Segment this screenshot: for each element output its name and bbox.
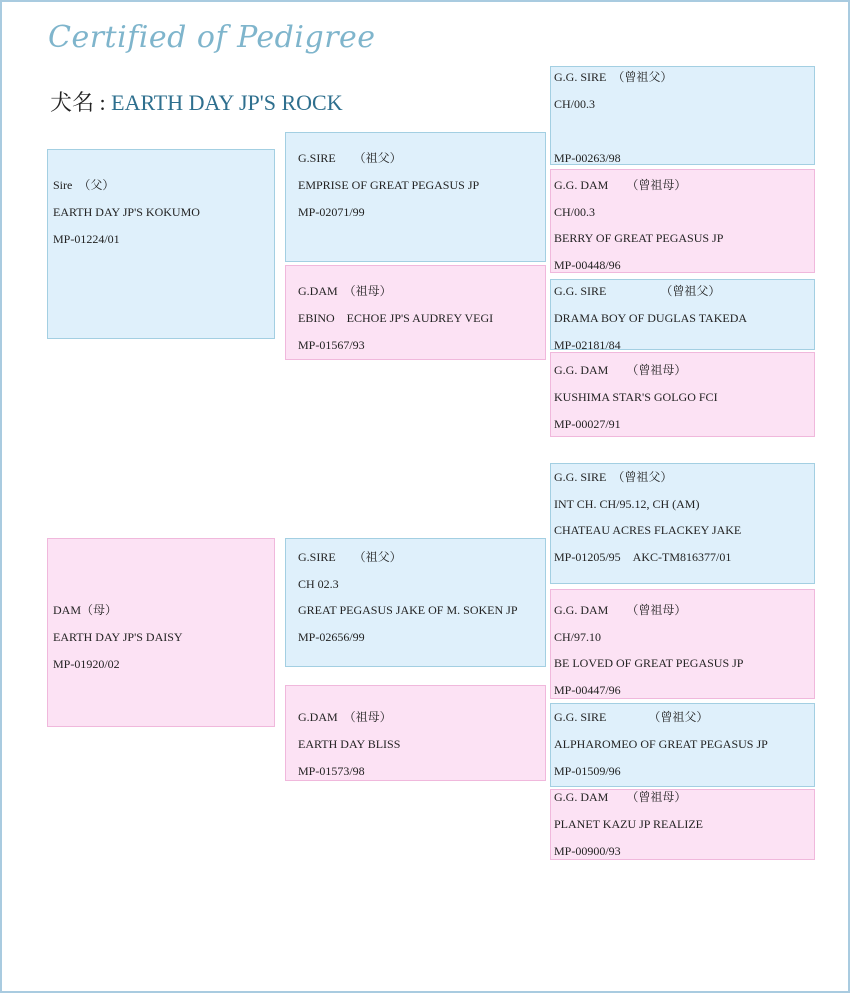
sire-box [47, 149, 275, 339]
gg-sire-2-role: G.G. SIRE （曾祖父） [554, 284, 721, 298]
dam-gsire-name: GREAT PEGASUS JAKE OF M. SOKEN JP [298, 603, 518, 617]
gg-sire-2-reg-number: MP-02181/84 [554, 338, 621, 352]
dam-reg-number: MP-01920/02 [53, 657, 120, 671]
gg-dam-2-box [550, 352, 815, 437]
gg-sire-3-box [550, 463, 815, 584]
dam-gdam-role: G.DAM （祖母） [298, 710, 392, 724]
gg-dam-4-reg-number: MP-00900/93 [554, 844, 621, 858]
gg-dam-4-box [550, 789, 815, 860]
gg-sire-4-name: ALPHAROMEO OF GREAT PEGASUS JP [554, 737, 768, 751]
sire-gdam-reg-number: MP-01567/93 [298, 338, 365, 352]
dog-name-label: 犬名 : [50, 90, 112, 115]
gg-sire-1-title: CH/00.3 [554, 97, 596, 111]
gg-sire-2-box [550, 279, 815, 350]
certificate-title: Certified of Pedigree [48, 20, 376, 55]
gg-sire-4-reg-number: MP-01509/96 [554, 764, 621, 778]
dam-role: DAM（母） [53, 603, 118, 617]
gg-dam-1-reg-number: MP-00448/96 [554, 258, 621, 272]
gg-sire-3-role: G.G. SIRE （曾祖父） [554, 470, 673, 484]
dam-gsire-box [285, 538, 546, 667]
gg-dam-3-reg-number: MP-00447/96 [554, 683, 621, 697]
gg-dam-1-name: BERRY OF GREAT PEGASUS JP [554, 231, 724, 245]
gg-sire-4-box [550, 703, 815, 787]
gg-dam-1-box [550, 169, 815, 273]
gg-dam-3-title: CH/97.10 [554, 630, 602, 644]
dam-gsire-reg-number: MP-02656/99 [298, 630, 365, 644]
gg-sire-4-role: G.G. SIRE （曾祖父） [554, 710, 709, 724]
dog-name-heading [50, 86, 343, 117]
gg-sire-3-title: INT CH. CH/95.12, CH (AM) [554, 497, 700, 511]
sire-gsire-role: G.SIRE （祖父） [298, 151, 402, 165]
gg-sire-1-box [550, 66, 815, 165]
gg-sire-2-name: DRAMA BOY OF DUGLAS TAKEDA [554, 311, 748, 325]
sire-gdam-role: G.DAM （祖母） [298, 284, 392, 298]
dog-name-value: EARTH DAY JP'S ROCK [111, 90, 343, 115]
sire-gdam-name: EBINO ECHOE JP'S AUDREY VEGI [298, 311, 494, 325]
gg-dam-4-name: PLANET KAZU JP REALIZE [554, 817, 703, 831]
gg-dam-1-title: CH/00.3 [554, 205, 596, 219]
gg-dam-3-box [550, 589, 815, 699]
sire-gsire-reg-number: MP-02071/99 [298, 205, 365, 219]
gg-dam-2-name: KUSHIMA STAR'S GOLGO FCI [554, 390, 718, 404]
dam-gdam-name: EARTH DAY BLISS [298, 737, 401, 751]
dam-name: EARTH DAY JP'S DAISY [53, 630, 183, 644]
gg-dam-3-role: G.G. DAM （曾祖母） [554, 603, 687, 617]
sire-role: Sire （父） [53, 178, 115, 192]
dam-gdam-reg-number: MP-01573/98 [298, 764, 365, 778]
dam-gdam-box [285, 685, 546, 781]
gg-dam-2-reg-number: MP-00027/91 [554, 417, 621, 431]
dam-gsire-title: CH 02.3 [298, 577, 339, 591]
gg-dam-2-role: G.G. DAM （曾祖母） [554, 363, 687, 377]
gg-sire-1-role: G.G. SIRE （曾祖父） [554, 70, 673, 84]
gg-dam-4-role: G.G. DAM （曾祖母） [554, 790, 687, 804]
gg-sire-3-name: CHATEAU ACRES FLACKEY JAKE [554, 523, 742, 537]
dam-gsire-role: G.SIRE （祖父） [298, 550, 402, 564]
sire-gdam-box [285, 265, 546, 360]
gg-sire-3-reg-number: MP-01205/95 AKC-TM816377/01 [554, 550, 732, 564]
sire-name: EARTH DAY JP'S KOKUMO [53, 205, 200, 219]
gg-sire-1-reg-number: MP-00263/98 [554, 151, 621, 165]
dam-box [47, 538, 275, 727]
sire-reg-number: MP-01224/01 [53, 232, 120, 246]
sire-gsire-name: EMPRISE OF GREAT PEGASUS JP [298, 178, 480, 192]
gg-dam-3-name: BE LOVED OF GREAT PEGASUS JP [554, 656, 744, 670]
gg-dam-1-role: G.G. DAM （曾祖母） [554, 178, 687, 192]
sire-gsire-box [285, 132, 546, 262]
